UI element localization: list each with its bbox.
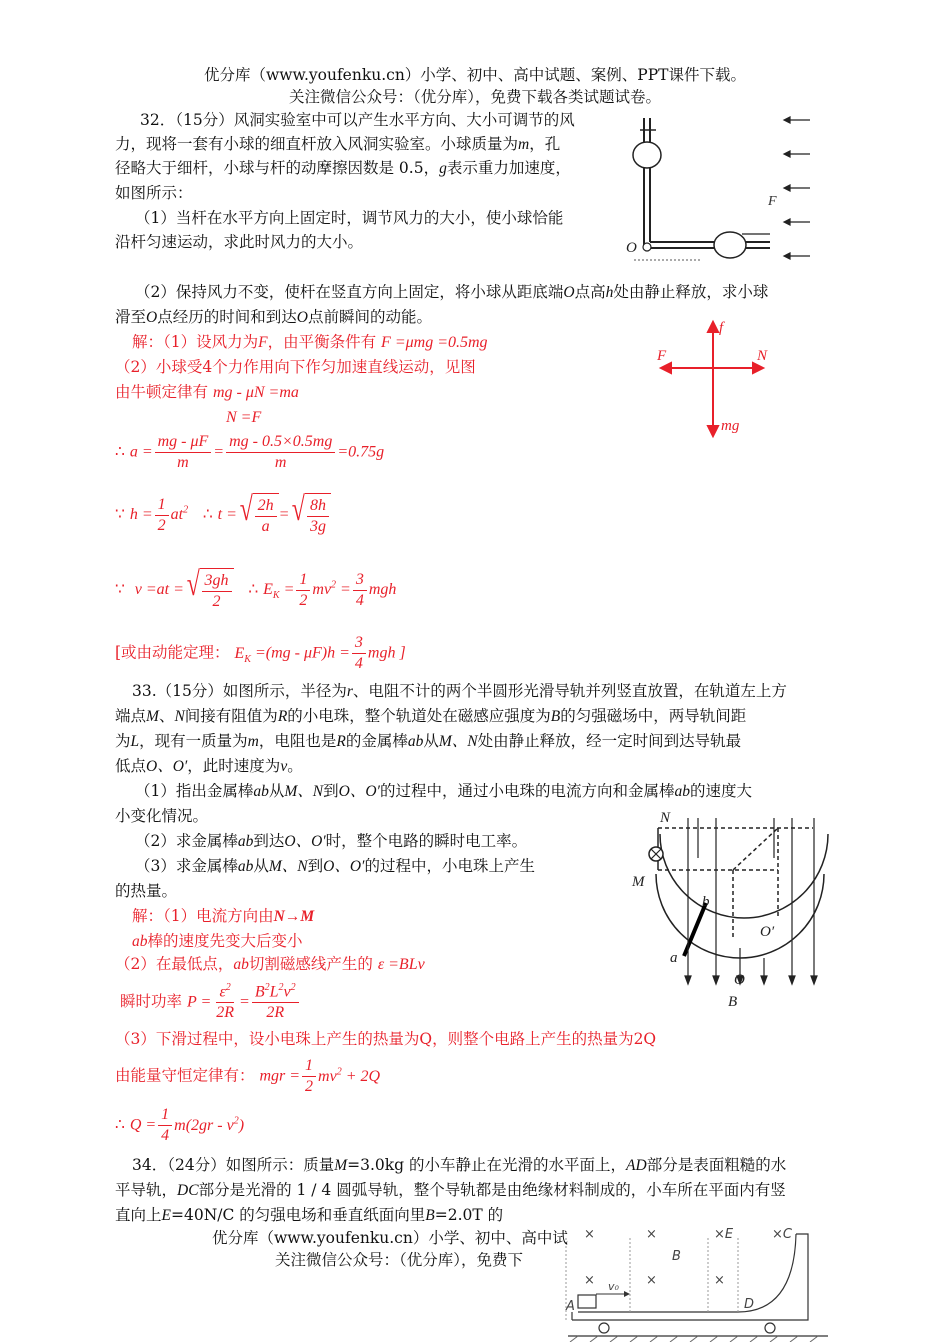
force-N-label: N — [757, 348, 768, 364]
q34-line-2: 平导轨，DC部分是光滑的 1 / 4 圆弧导轨，整个导轨都是由绝缘材料制成的，小车所在平面内有竖 — [115, 1181, 786, 1199]
fig-D-label: D — [744, 1297, 755, 1312]
q33-line-9: 的热量。 — [115, 882, 178, 900]
field-cross: × — [714, 1273, 725, 1288]
sol33-energy-equation: 由能量守恒定律有： mgr = $\frac{1}{2}$ $mv^2 + 2Q$ — [115, 1057, 381, 1095]
fig-b-label: b — [702, 894, 710, 910]
fig-B-label: B — [728, 994, 738, 1008]
q32-line-1: 32．（15分）风洞实验室中可以产生水平方向、大小可调节的风 — [140, 111, 575, 129]
q32-line-5: （1）当杆在水平方向上固定时，调节风力的大小，使小球恰能 — [135, 209, 564, 227]
footer-line-2: 关注微信公众号：（优分库），免费下 — [275, 1251, 524, 1269]
q33-line-4: 低点O、O′，此时速度为v。 — [115, 757, 303, 775]
fig-a-label: a — [670, 950, 678, 966]
fig-O2-label: O′ — [760, 924, 775, 940]
force-F-label: F — [657, 348, 667, 364]
field-cross: × — [584, 1273, 595, 1288]
q32-wind-tunnel-figure — [620, 110, 840, 280]
q33-line-1: 33.（15分）如图所示，半径为r、电阻不计的两个半圆形光滑导轨并列竖直放置，在轨道左上方 — [132, 682, 787, 700]
sol32-accel-equation: ∴ a = $\frac{mg - \mu F}{m}$ = $\frac{mg - 0.5\times 0.5mg}{m}$ =0.75g — [115, 433, 385, 471]
sol32-velocity-equation: ∵ v =at = √ $\frac{3gh}{2}$ ∴ $E_K$ = $\frac{1}{2}$ $mv^2$ = $\frac{3}{4}$ mgh — [115, 566, 397, 610]
q32-line-4: 如图所示： — [115, 184, 193, 202]
force-mg-label: mg — [721, 418, 740, 434]
q34-line-1: 34．（24分）如图所示：质量M=3.0kg 的小车静止在光滑的水平面上，AD部分是表面粗糙的水 — [132, 1156, 787, 1174]
force-diagram — [655, 318, 775, 448]
q32-line-3: 径略大于细杆，小球与杆的动摩擦因数是 0.5，g表示重力加速度， — [115, 159, 571, 177]
fig-E-label: ×E — [714, 1227, 734, 1242]
fig-label-O: O — [626, 240, 637, 256]
sol32-time-equation: ∵ h = $\frac{1}{2}$ $at^2$ ∴ t = √ $\frac{2h}{a}$ = √ $\frac{8h}{3g}$ — [115, 493, 331, 537]
fig-N-label: N — [660, 810, 671, 826]
fig-O-label: O — [734, 972, 745, 988]
q32-line-8: 滑至O点经历的时间和到达O点前瞬间的动能。 — [115, 308, 432, 326]
q33-line-6: 小变化情况。 — [115, 807, 209, 825]
q32-line-6: 沿杆匀速运动，求此时风力的大小。 — [115, 233, 364, 251]
q34-cart-figure — [558, 1224, 838, 1342]
q32-line-7: （2）保持风力不变，使杆在竖直方向上固定，将小球从距底端O点高h处由静止释放，求小球 — [135, 283, 769, 301]
fig-A-label: A — [566, 1299, 575, 1314]
q32-line-2: 力，现将一套有小球的细直杆放入风洞实验室。小球质量为m，孔 — [115, 135, 561, 153]
field-cross: × — [584, 1227, 595, 1242]
q34-line-3: 直向上E=40N/C 的匀强电场和垂直纸面向里B=2.0T 的 — [115, 1206, 504, 1224]
force-f-label: f — [719, 320, 724, 336]
sol32-line-3: 由牛顿定律有 mg - μN =ma — [115, 383, 299, 401]
fig-B-label: B — [672, 1249, 681, 1264]
fig-v0-label: v₀ — [608, 1280, 619, 1293]
field-cross: × — [646, 1273, 657, 1288]
sol33-line-3: （2）在最低点，ab切割磁感线产生的 ε =BLv — [115, 955, 425, 973]
q33-line-3: 为L，现有一质量为m，电阻也是R的金属棒ab从M、N处由静止释放，经一定时间到达导轨最 — [115, 732, 742, 750]
footer-line-1: 优分库（www.youfenku.cn）小学、初中、高中试 — [212, 1229, 568, 1247]
q33-line-5: （1）指出金属棒ab从M、N到O、O′的过程中，通过小电珠的电流方向和金属棒ab的速度大 — [135, 782, 752, 800]
sol32-line-2: （2）小球受4个力作用向下作匀加速直线运动，见图 — [115, 358, 476, 376]
header-line-2: 关注微信公众号：（优分库），免费下载各类试题试卷。 — [288, 88, 661, 106]
sol32-alt-equation: [或由动能定理： $E_K =(mg - \mu F)h$ = $\frac{3}{4}$ mgh ] — [115, 634, 406, 672]
sol33-line-1: 解：（1）电流方向由N→M — [132, 907, 315, 925]
sol33-line-2: ab棒的速度先变大后变小 — [132, 932, 303, 950]
q33-line-7: （2）求金属棒ab到达O、O′时，整个电路的瞬时电工率。 — [135, 832, 528, 850]
q33-line-8: （3）求金属棒ab从M、N到O、O′的过程中，小电珠上产生 — [135, 857, 535, 875]
sol33-line-5: （3）下滑过程中，设小电珠上产生的热量为Q，则整个电路上产生的热量为2Q — [115, 1030, 657, 1048]
sol32-line-1: 解：（1）设风力为F，由平衡条件有 F =μmg =0.5mg — [132, 333, 488, 351]
q33-rail-figure — [628, 808, 848, 1008]
fig-M-label: M — [632, 874, 645, 890]
fig-label-F: F — [768, 194, 777, 209]
fig-C-label: ×C — [772, 1227, 792, 1242]
sol32-line-4: N =F — [226, 409, 262, 426]
field-cross: × — [646, 1227, 657, 1242]
q33-line-2: 端点M、N间接有阻值为R的小电珠，整个轨道处在磁感应强度为B的匀强磁场中，两导轨间距 — [115, 707, 747, 725]
sol33-power-equation: 瞬时功率 P = $\frac{\varepsilon^2}{2R}$ = $\frac{B^2L^2v^2}{2R}$ — [120, 982, 301, 1023]
header-line-1: 优分库（www.youfenku.cn）小学、初中、高中试题、案例、PPT课件下载。 — [203, 66, 747, 84]
sol33-heat-equation: ∴ Q = $\frac{1}{4}$ $m(2gr - v^2)$ — [115, 1106, 245, 1144]
